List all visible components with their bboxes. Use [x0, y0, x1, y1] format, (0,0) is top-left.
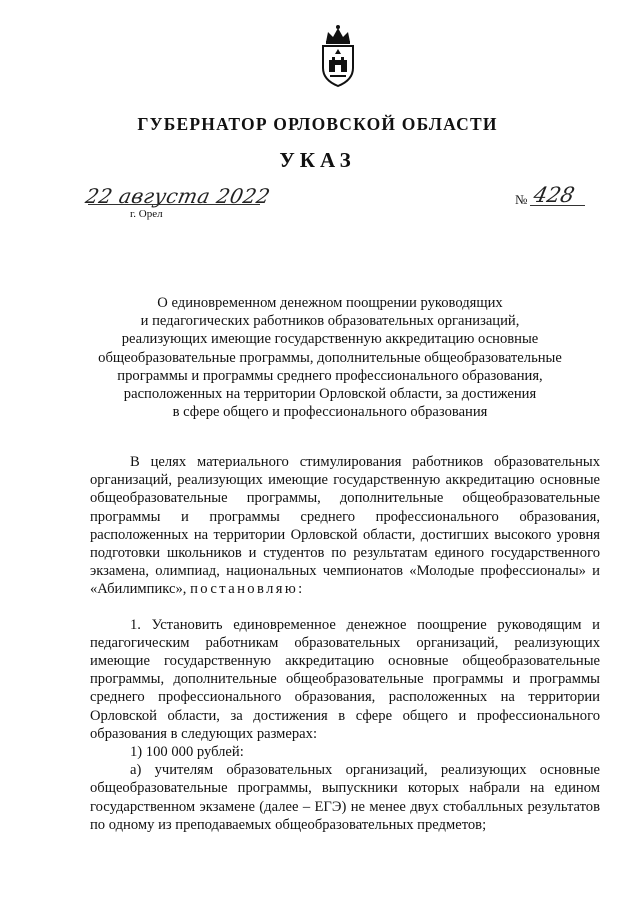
subject-line: программы и программы среднего профессионального образования,: [117, 367, 543, 384]
subject-line: и педагогических работников образовательных организаций,: [140, 313, 520, 330]
coat-of-arms-icon: [318, 22, 358, 88]
handwritten-date: 22 августа 2022: [83, 184, 273, 208]
document-type: УКАЗ: [279, 148, 356, 172]
resolve-word: постановляю:: [190, 581, 305, 598]
document-subject: [60, 294, 600, 421]
item-1-1-paragraph: 1) 100 000 рублей:: [130, 744, 244, 761]
handwritten-number: 428: [531, 183, 577, 207]
subject-line: общеобразовательные программы, дополнительные общеобразовательные: [98, 349, 562, 366]
issuing-authority: ГУБЕРНАТОР ОРЛОВСКОЙ ОБЛАСТИ: [137, 114, 498, 134]
subject-line: реализующих имеющие государственную аккредитацию основные: [121, 331, 539, 348]
date-underline: [88, 204, 260, 205]
preamble-text: В целях материального стимулирования работников образовательных организаций, реализующих имеющие государственную аккредитацию основные общеобразовательные программы, дополнительные общеобразовательные программы и программы среднего профессионального образования, расположенных на территории Орловской области, достигших высокого уровня подготовки школьников и студентов по результатам единого государственного экзамена, олимпиад, национальных чемпионатов «Молодые профессионалы» и «Абилимпикс»,: [90, 454, 600, 598]
issuing-city: г. Орел: [130, 208, 163, 220]
subject-line: О единовременном денежном поощрении руководящих: [157, 295, 503, 311]
preamble-paragraph: [90, 453, 600, 599]
number-sign: №: [515, 192, 528, 207]
subject-line: расположенных на территории Орловской области, за достижения: [123, 386, 537, 403]
document-body: [90, 453, 600, 834]
item-1-paragraph: 1. Установить единовременное денежное поощрение руководящим и педагогическим работникам образовательных организаций, реализующих имеющие государственную аккредитацию основные общеобразовательные программы, дополнительные общеобразовательные программы и программы среднего профессионального образования, расположенных на территории Орловской области, за достижения в сфере общего и профессионального образования в следующих размерах:: [90, 616, 600, 742]
number-underline: [530, 205, 585, 206]
subject-line: в сфере общего и профессионального образования: [172, 404, 488, 421]
item-1-1-a-paragraph: а) учителям образовательных организаций, реализующих основные общеобразовательные программы, выпускники которых набрали на едином государственном экзамене (далее – ЕГЭ) не менее двух стобалльных результатов по одному из преподаваемых общеобразовательных предметов;: [90, 762, 600, 833]
